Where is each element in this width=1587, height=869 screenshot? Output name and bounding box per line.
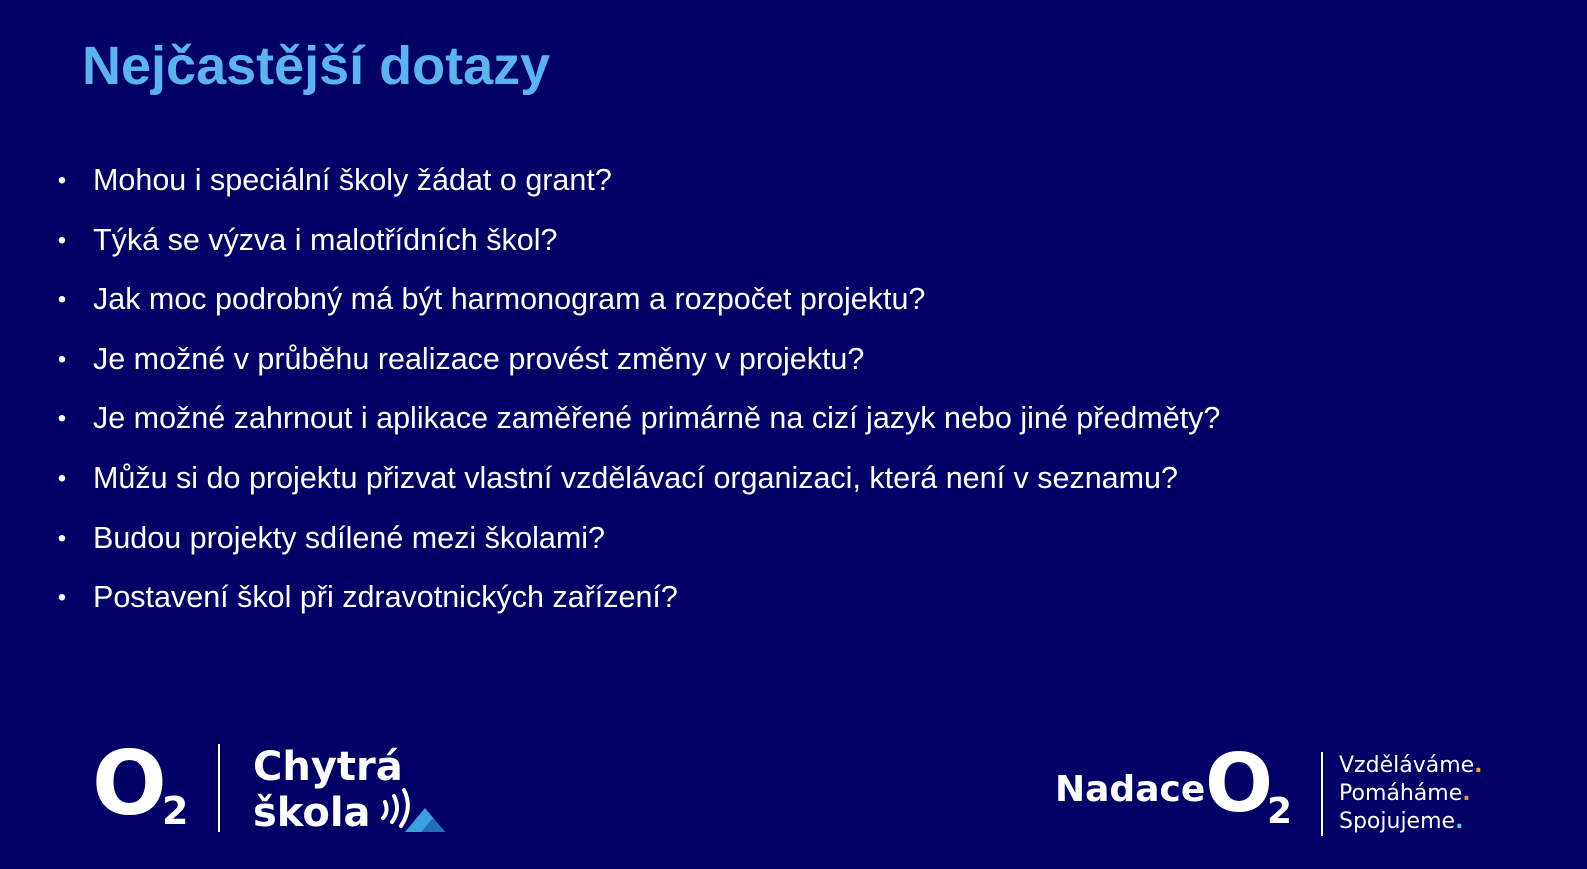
logo-divider: [1321, 752, 1323, 836]
bullet-icon: •: [57, 584, 67, 612]
tagline-dot: .: [1462, 781, 1471, 806]
bullet-icon: •: [57, 464, 67, 492]
tagline-text: Pomáháme: [1339, 781, 1463, 806]
wave-signal-icon: [377, 788, 447, 836]
tagline-dot: .: [1474, 753, 1483, 778]
o2-logo-subscript: 2: [1267, 791, 1293, 832]
skola-label: škola: [253, 790, 371, 836]
tagline-pomahame: [1339, 780, 1471, 808]
tagline-dot: .: [1455, 809, 1464, 834]
bullet-icon: •: [57, 226, 67, 254]
chytra-label: Chytrá: [253, 744, 403, 790]
chytra-skola-logo: [92, 732, 452, 840]
bullet-icon: •: [57, 345, 67, 373]
o2-logo-letter: O: [1205, 737, 1274, 830]
logo-divider: [218, 744, 220, 832]
faq-question: Týká se výzva i malotřídních škol?: [93, 222, 558, 257]
faq-question: Můžu si do projektu přizvat vlastní vzdělávací organizaci, která není v seznamu?: [93, 460, 1178, 495]
faq-question: Postavení škol při zdravotnických zařízení?: [93, 580, 678, 615]
bullet-icon: •: [57, 167, 67, 194]
faq-question: Jak moc podrobný má být harmonogram a rozpočet projektu?: [93, 282, 926, 317]
bullet-icon: •: [57, 286, 67, 314]
o2-logo-letter: O: [92, 732, 167, 835]
tagline-vzdelavame: [1339, 752, 1483, 780]
faq-question: Budou projekty sdílené mezi školami?: [93, 520, 605, 555]
tagline-text: Spojujeme: [1339, 809, 1456, 834]
faq-question: Je možné zahrnout i aplikace zaměřené primárně na cizí jazyk nebo jiné předměty?: [93, 401, 1221, 436]
nadace-label: Nadace: [1055, 769, 1206, 810]
bullet-icon: •: [57, 405, 67, 433]
o2-logo-subscript: 2: [162, 789, 189, 833]
nadace-o2-logo: [1055, 737, 1515, 844]
faq-question: Mohou i speciální školy žádat o grant?: [93, 163, 612, 197]
tagline-spojujeme: [1339, 808, 1463, 836]
faq-question: Je možné v průběhu realizace provést změny v projektu?: [93, 341, 865, 376]
slide-title: Nejčastější dotazy: [82, 36, 551, 96]
tagline-text: Vzděláváme: [1339, 753, 1475, 778]
bullet-icon: •: [57, 524, 67, 552]
